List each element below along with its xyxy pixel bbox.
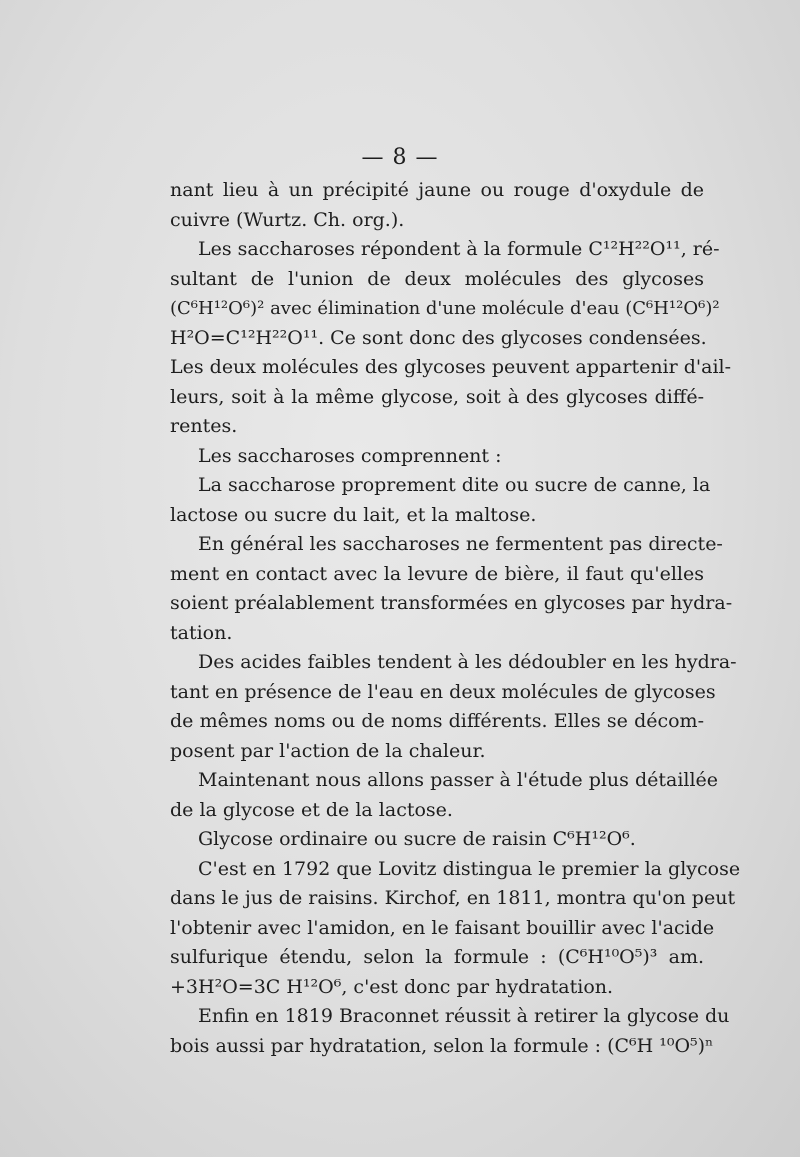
text-line: ment en contact avec la levure de bière, il faut qu'elles (170, 562, 704, 585)
text-line: de la glycose et de la lactose. (170, 798, 453, 821)
text-line: tant en présence de l'eau en deux molécules de glycoses (170, 680, 716, 703)
text-line: La saccharose proprement dite ou sucre de canne, la (198, 474, 711, 496)
text-line: +3H²O=3C H¹²O⁶, c'est donc par hydratation. (170, 975, 614, 998)
text-line: Les saccharoses comprennent : (198, 444, 502, 467)
text-line: soient préalablement transformées en glycoses par hydra- (170, 592, 733, 614)
text-line: leurs, soit à la même glycose, soit à des glycoses diffé- (170, 385, 704, 408)
text-line: Glycose ordinaire ou sucre de raisin C⁶H¹²O⁶. (198, 828, 636, 850)
text-line: lactose ou sucre du lait, et la maltose. (170, 503, 537, 526)
paragraph (170, 825, 704, 855)
text-line: cuivre (Wurtz. Ch. org.). (170, 208, 405, 231)
text-line: En général les saccharoses ne fermentent pas directe- (198, 533, 723, 555)
text-line: posent par l'action de la chaleur. (170, 739, 486, 762)
paragraph (170, 855, 741, 1003)
text-line: tation. (170, 621, 233, 644)
page-number: — 8 — (361, 145, 439, 170)
text-line: nant lieu à un précipité jaune ou rouge d'oxydule de (170, 179, 704, 201)
paragraph (170, 235, 732, 442)
paragraph (170, 530, 733, 648)
text-line: C'est en 1792 que Lovitz distingua le premier la glycose (198, 857, 741, 880)
text-line: (C⁶H¹²O⁶)² avec élimination d'une molécule d'eau (C⁶H¹²O⁶)² (170, 298, 720, 319)
paragraph (170, 648, 737, 766)
paragraph (170, 766, 719, 825)
text-line: sulfurique étendu, selon la formule : (C⁶H¹⁰O⁵)³ am. (170, 946, 704, 968)
text-line: l'obtenir avec l'amidon, en le faisant bouillir avec l'acide (170, 916, 715, 939)
body-text (170, 176, 741, 1061)
text-line: Les deux molécules des glycoses peuvent appartenir d'ail- (170, 356, 732, 378)
text-line: de mêmes noms ou de noms différents. Elles se décom- (170, 710, 704, 732)
text-line: rentes. (170, 415, 238, 437)
paragraph (170, 176, 704, 235)
text-line: sultant de l'union de deux molécules des glycoses (170, 267, 704, 290)
paragraph (170, 1002, 730, 1061)
paragraph (170, 471, 711, 530)
text-line: bois aussi par hydratation, selon la formule : (C⁶H ¹⁰O⁵)ⁿ (170, 1034, 714, 1057)
text-line: dans le jus de raisins. Kirchof, en 1811, montra qu'on peut (170, 887, 736, 909)
text-line: Des acides faibles tendent à les dédoubler en les hydra- (198, 651, 737, 673)
text-line: Les saccharoses répondent à la formule C¹²H²²O¹¹, ré- (198, 238, 720, 260)
text-line: H²O=C¹²H²²O¹¹. Ce sont donc des glycoses condensées. (170, 326, 707, 349)
text-line: Enfin en 1819 Braconnet réussit à retirer la glycose du (198, 1005, 730, 1027)
text-line: Maintenant nous allons passer à l'étude plus détaillée (198, 769, 719, 791)
paragraph (170, 442, 704, 472)
